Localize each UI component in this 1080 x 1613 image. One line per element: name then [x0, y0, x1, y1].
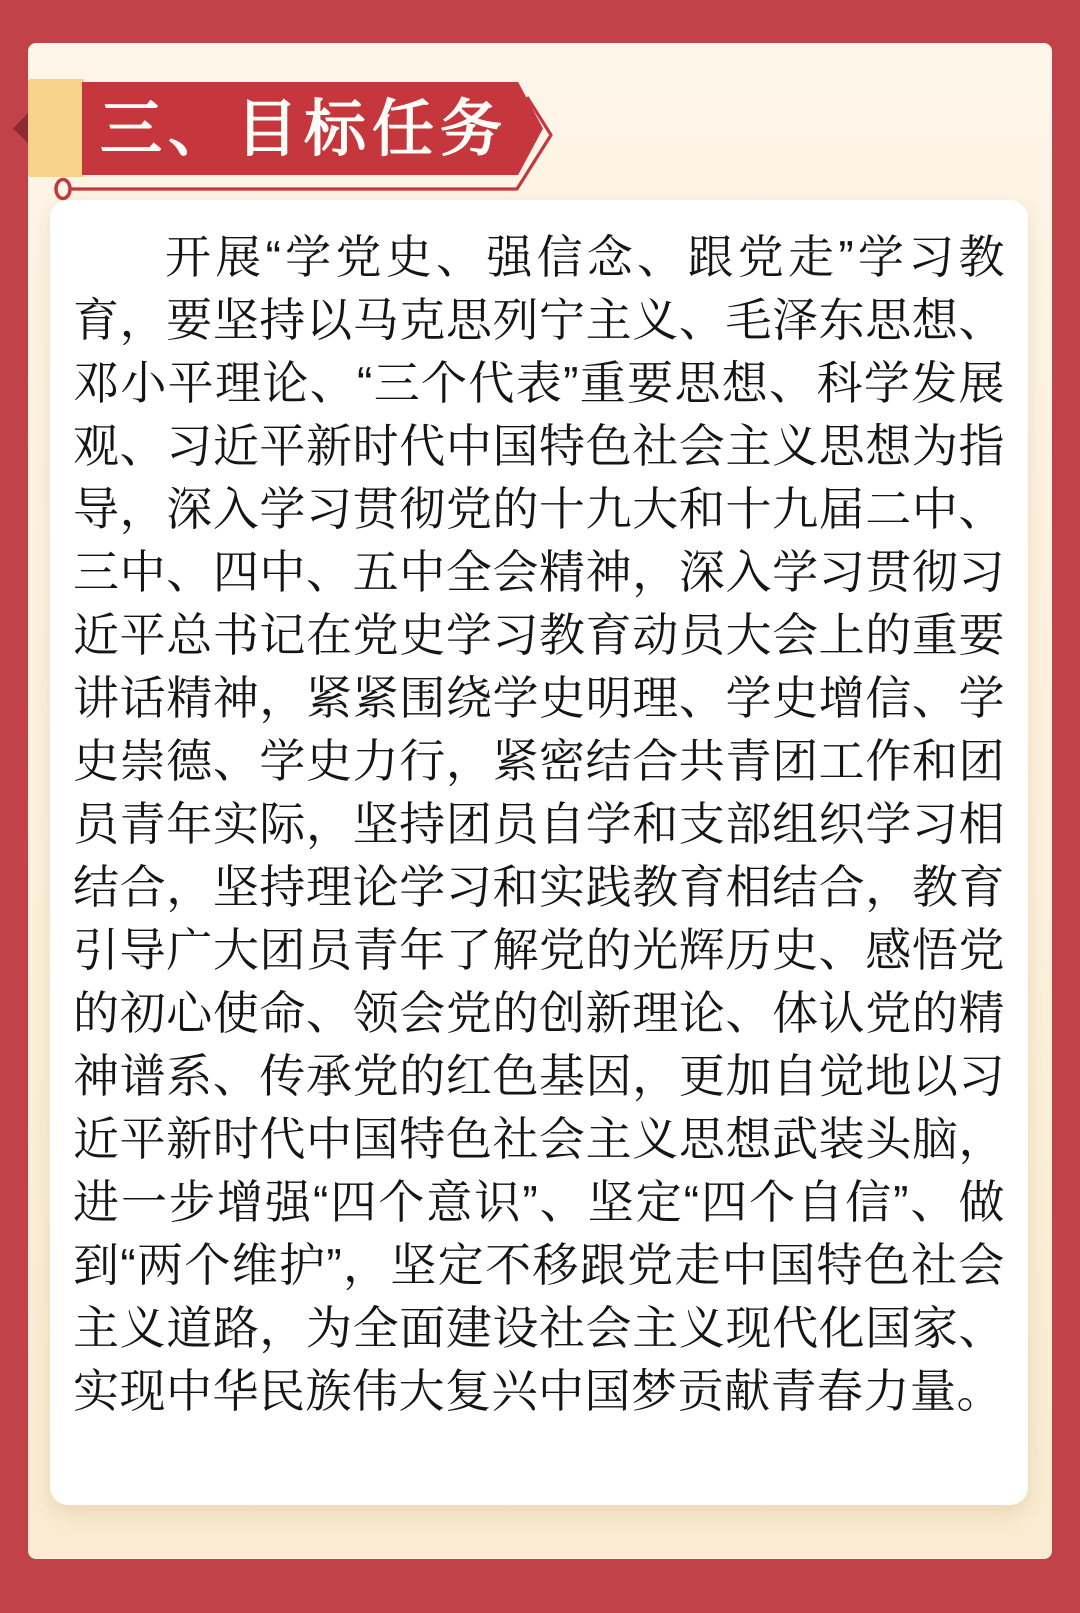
text-card — [50, 200, 1028, 1505]
ribbon-tab — [28, 79, 84, 177]
body-paragraph: 开展“学党史、强信念、跟党走”学习教育，要坚持以马克思列宁主义、毛泽东思想、邓小平理论、“三个代表”重要思想、科学发展观、习近平新时代中国特色社会主义思想为指导，深入学习贯彻党的十九大和十九届二中、三中、四中、五中全会精神，深入学习贯彻习近平总书记在党史学习教育动员大会上的重要讲话精神，紧紧围绕学史明理、学史增信、学史崇德、学史力行，紧密结合共青团工作和团员青年实际，坚持团员自学和支部组织学习相结合，坚持理论学习和实践教育相结合，教育引导广大团员青年了解党的光辉历史、感悟党的初心使命、领会党的创新理论、体认党的精神谱系、传承党的红色基因，更加自觉地以习近平新时代中国特色社会主义思想武装头脑，进一步增强“四个意识”、坚定“四个自信”、做到“两个维护”，坚定不移跟党走中国特色社会主义道路，为全面建设社会主义现代化国家、实现中华民族伟大复兴中国梦贡献青春力量。 — [73, 231, 1005, 1417]
section-title: 三、目标任务 — [100, 95, 509, 164]
